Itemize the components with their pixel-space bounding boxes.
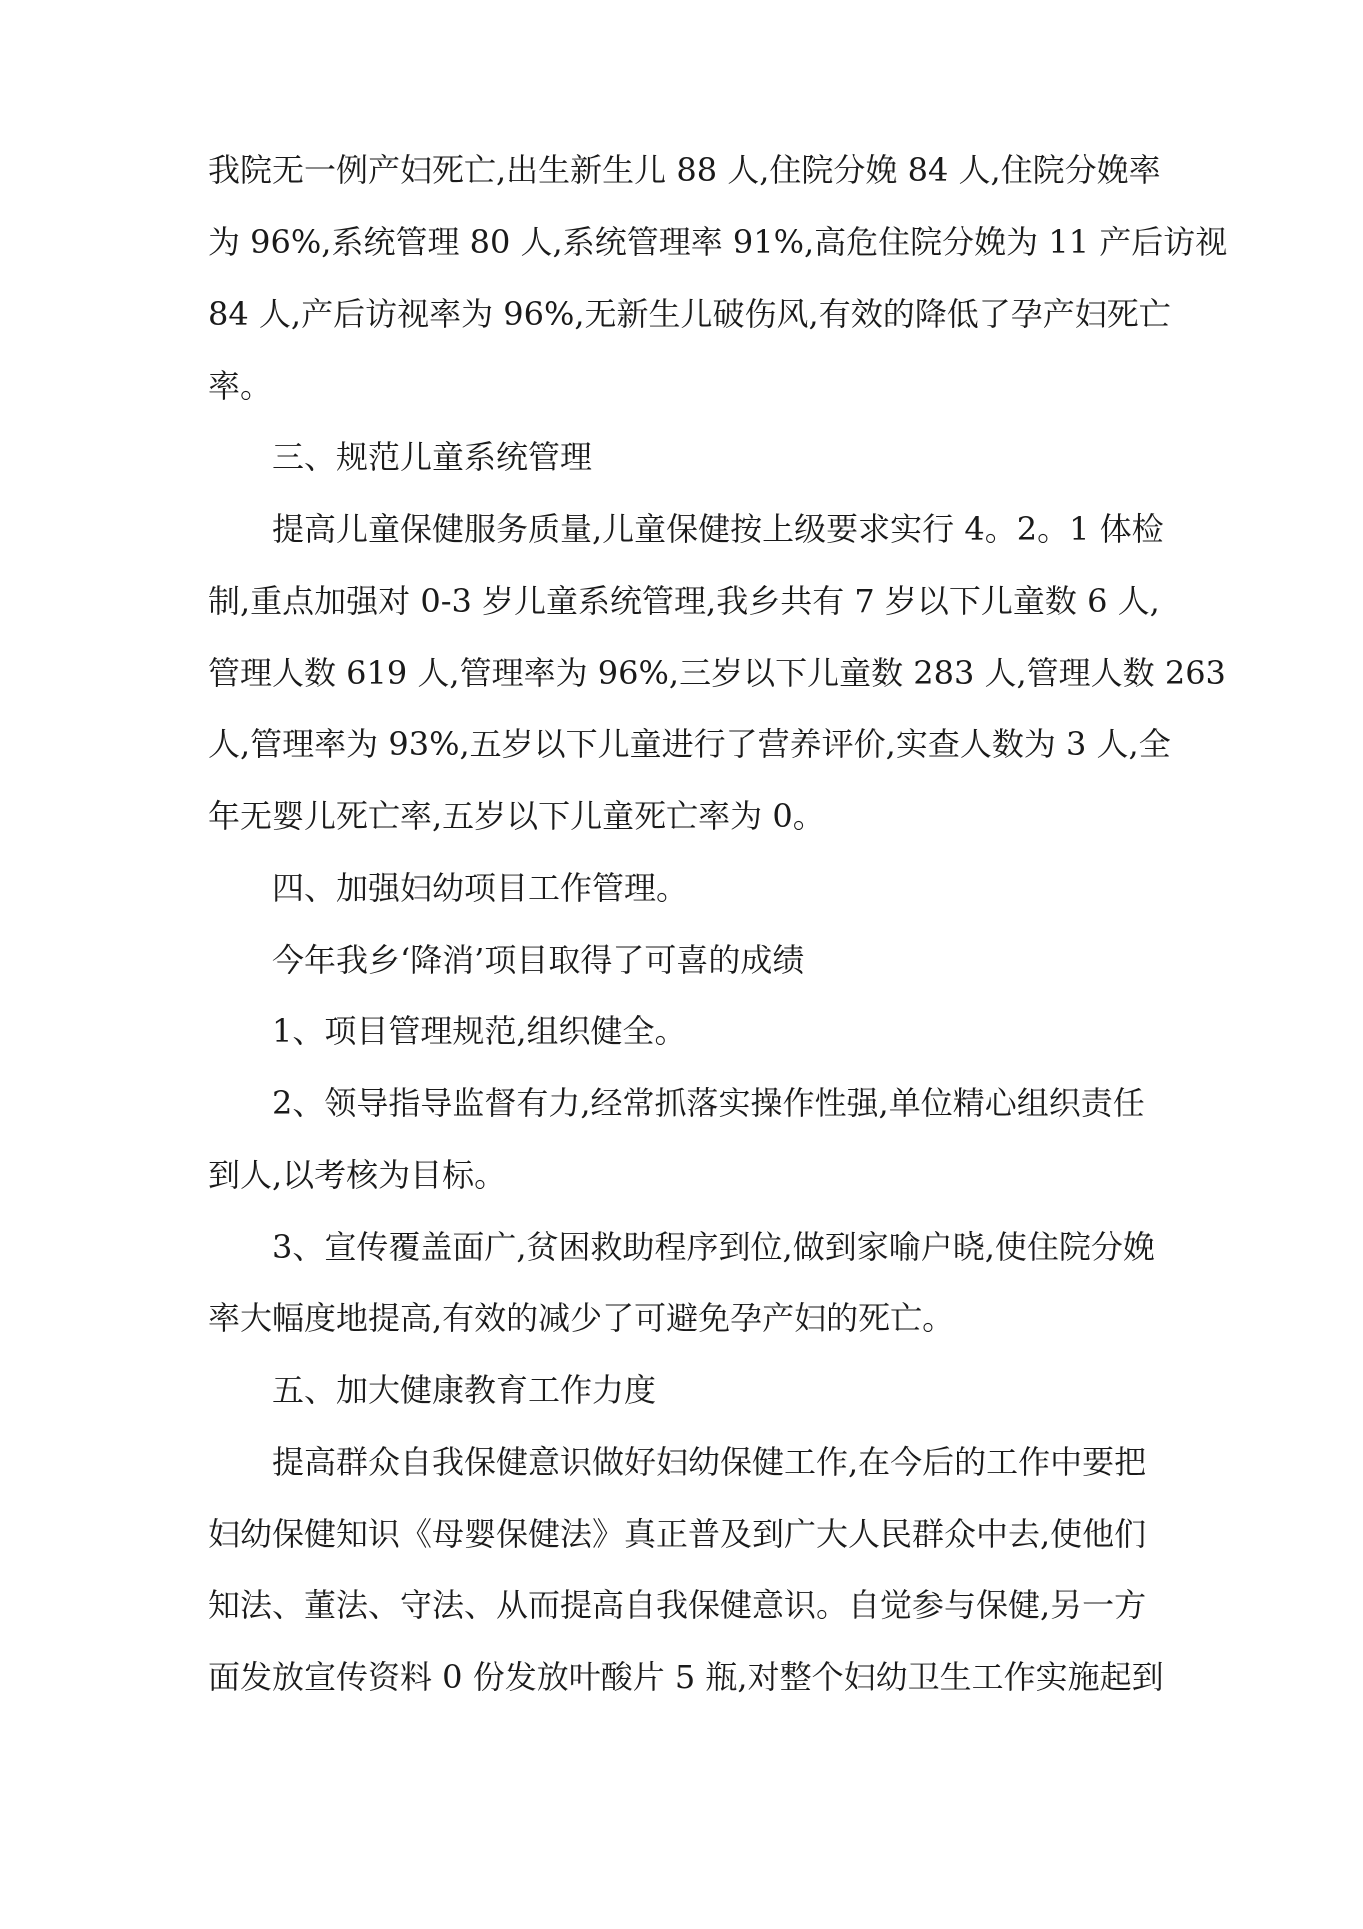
text-line: 年无婴儿死亡率,五岁以下儿童死亡率为 0。 [208,797,825,835]
list-item: 2、领导指导监督有力,经常抓落实操作性强,单位精心组织责任 [272,1084,1145,1122]
text-line: 人,管理率为 93%,五岁以下儿童进行了营养评价,实查人数为 3 人,全 [208,725,1171,763]
text-line: 妇幼保健知识《母婴保健法》真正普及到广大人民群众中去,使他们 [208,1515,1147,1553]
text-line: 提高群众自我保健意识做好妇幼保健工作,在今后的工作中要把 [272,1443,1147,1481]
section-heading: 三、规范儿童系统管理 [272,438,593,476]
text-line: 管理人数 619 人,管理率为 96%,三岁以下儿童数 283 人,管理人数 263 [208,654,1226,692]
list-item: 3、宣传覆盖面广,贫困救助程序到位,做到家喻户晓,使住院分娩 [272,1228,1155,1266]
text-line: 率大幅度地提高,有效的减少了可避免孕产妇的死亡。 [208,1299,955,1337]
text-line: 提高儿童保健服务质量,儿童保健按上级要求实行 4。2。1 体检 [272,510,1164,548]
text-line: 84 人,产后访视率为 96%,无新生儿破伤风,有效的降低了孕产妇死亡 [208,295,1171,333]
section-heading: 四、加强妇幼项目工作管理。 [272,869,689,907]
text-line: 知法、董法、守法、从而提高自我保健意识。自觉参与保健,另一方 [208,1586,1147,1624]
text-line: 面发放宣传资料 0 份发放叶酸片 5 瓶,对整个妇幼卫生工作实施起到 [208,1658,1164,1696]
text-line: 制,重点加强对 0-3 岁儿童系统管理,我乡共有 7 岁以下儿童数 6 人, [208,582,1160,620]
text-line: 到人,以考核为目标。 [208,1156,507,1194]
list-item: 1、项目管理规范,组织健全。 [272,1012,687,1050]
section-heading: 五、加大健康教育工作力度 [272,1371,657,1409]
text-line: 今年我乡‘降消’项目取得了可喜的成绩 [272,941,805,979]
text-line: 为 96%,系统管理 80 人,系统管理率 91%,高危住院分娩为 11 产后访视 [208,223,1228,261]
text-line: 我院无一例产妇死亡,出生新生儿 88 人,住院分娩 84 人,住院分娩率 [208,151,1161,189]
text-line: 率。 [208,367,273,405]
